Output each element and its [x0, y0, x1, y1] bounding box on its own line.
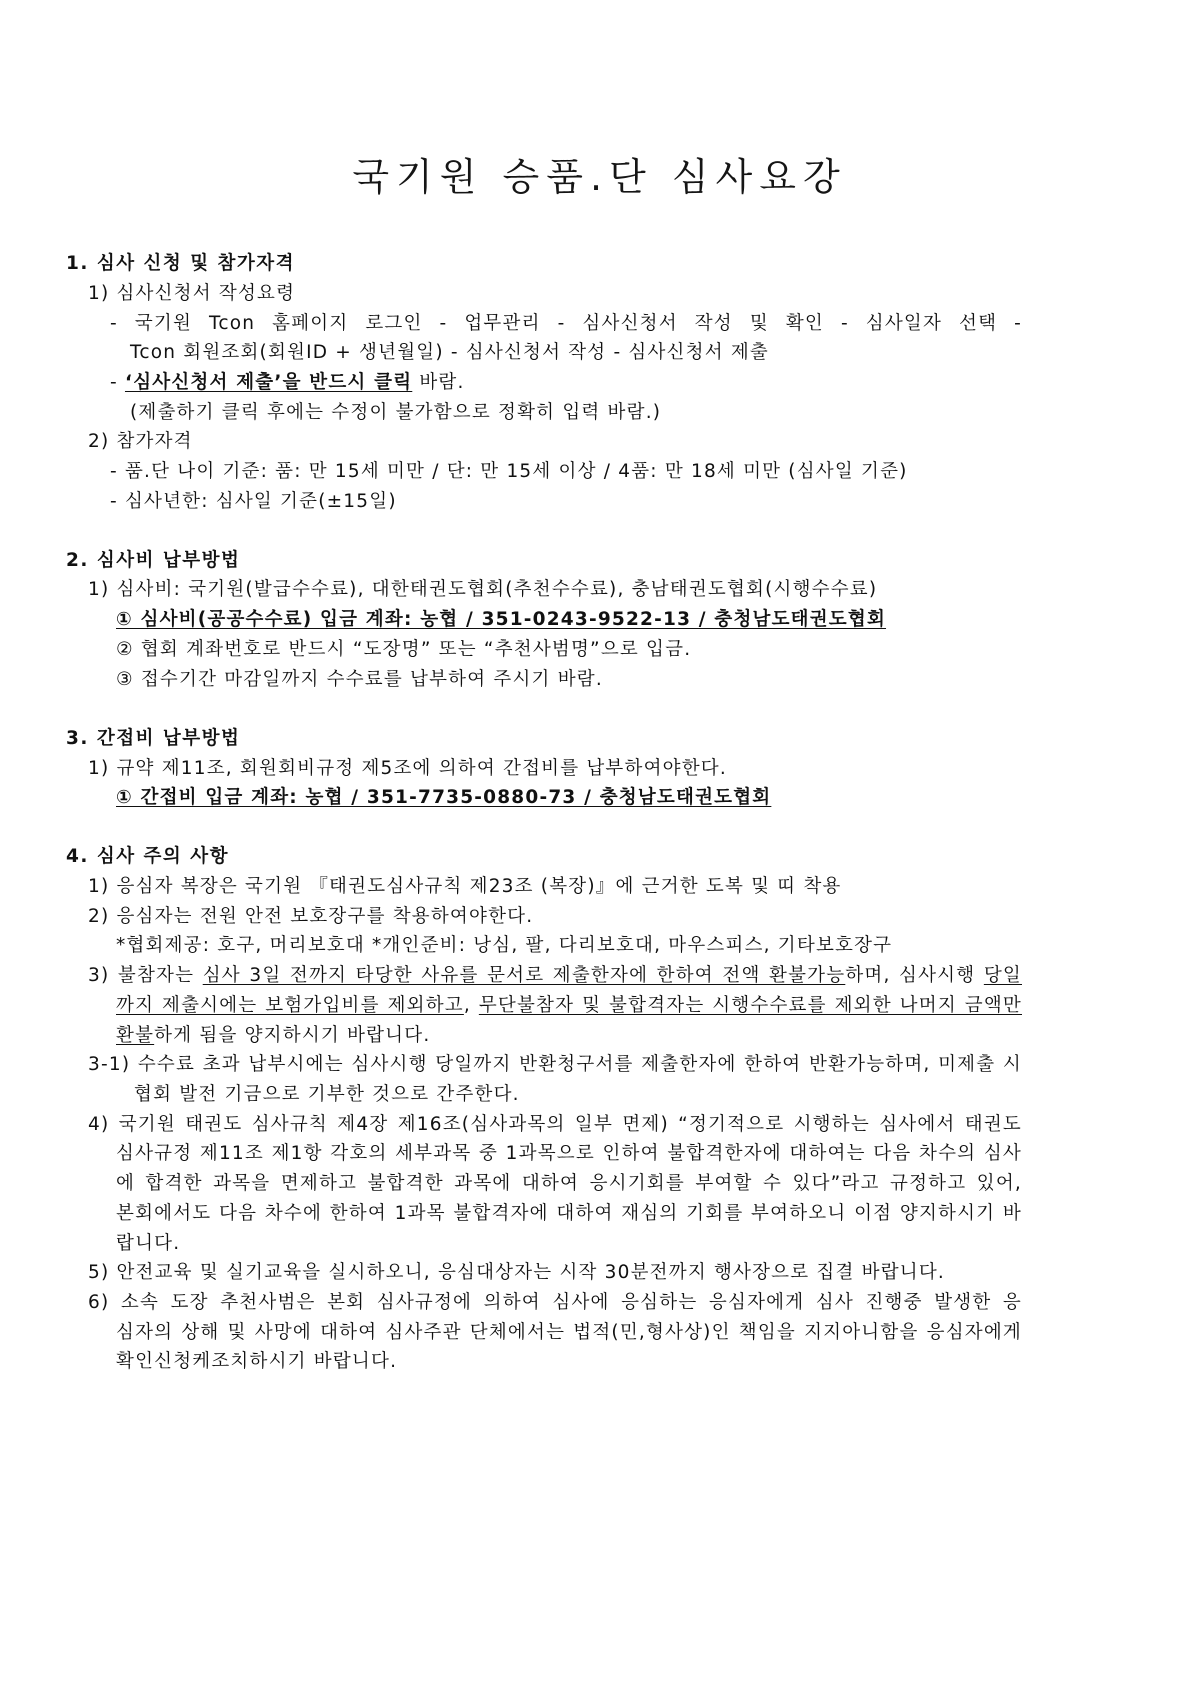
section-4-item-4-line-1: 4) 국기원 태권도 심사규칙 제4장 제16조(심사과목의 일부 면제) “정기적으로 시행하는 심사에서 태권도: [88, 1114, 1022, 1135]
exam-fee-account: ① 심사비(공공수수료) 입금 계좌: 농협 / 351-0243-9522-13 / 충청남도태권도협회: [116, 609, 887, 630]
section-4-item-1: 1) 응심자 복장은 국기원 『태권도심사규칙 제23조 (복장)』에 근거한 도복 및 띠 착용: [88, 876, 842, 897]
section-4-item-3-1-line-1: 3-1) 수수료 초과 납부시에는 심사시행 당일까지 반환청구서를 제출한자에 한하여 반환가능하며, 미제출 시: [88, 1054, 1022, 1075]
section-1-line-2: Tcon 회원조회(회원ID + 생년월일) - 심사신청서 작성 - 심사신청서 제출: [130, 342, 769, 363]
section-3-line-1: 1) 규약 제11조, 회원회비규정 제5조에 의하여 간접비를 납부하여야한다.: [88, 758, 727, 779]
section-1-sub-1: 1) 심사신청서 작성요령: [88, 283, 296, 304]
section-4-item-3-line-1: 3) 불참자는 심사 3일 전까지 타당한 사유를 문서로 제출한자에 한하여 전액 환불가능하며, 심사시행 당일: [88, 965, 1022, 986]
section-4-item-6-line-2: 심자의 상해 및 사망에 대하여 심사주관 단체에서는 법적(민,형사상)인 책임을 지지아니함을 응심자에게: [116, 1322, 1022, 1343]
section-4-item-2-gear: *협회제공: 호구, 머리보호대 *개인준비: 낭심, 팔, 다리보호대, 마우스피스, 기타보호장구: [116, 935, 893, 956]
section-4-item-4-line-5: 랍니다.: [116, 1233, 181, 1254]
section-1-line-4: (제출하기 클릭 후에는 수정이 불가함으로 정확히 입력 바람.): [130, 402, 662, 423]
section-2-line-3: ② 협회 계좌번호로 반드시 “도장명” 또는 “추천사범명”으로 입금.: [116, 639, 692, 660]
section-2-line-4: ③ 접수기간 마감일까지 수수료를 납부하여 주시기 바람.: [116, 669, 603, 690]
section-4-item-4-line-2: 심사규정 제11조 제1항 각호의 세부과목 중 1과목으로 인하여 불합격한자에 대하여는 다음 차수의 심사: [116, 1143, 1022, 1164]
section-4-item-4-line-4: 본회에서도 다음 차수에 한하여 1과목 불합격자에 대하여 재심의 기회를 부여하오니 이점 양지하시기 바: [116, 1203, 1022, 1224]
section-1-heading: 1. 심사 신청 및 참가자격: [66, 253, 296, 274]
section-3-line-2: [116, 786, 771, 810]
submit-emphasis: ‘심사신청서 제출’을 반드시 클릭: [124, 372, 413, 393]
document-title: 국기원 승품.단 심사요강: [352, 155, 847, 199]
section-4-item-6-line-3: 확인신청케조치하시기 바랍니다.: [116, 1351, 398, 1372]
section-2-line-2: [116, 608, 886, 632]
section-1-line-5: - 품.단 나이 기준: 품: 만 15세 미만 / 단: 만 15세 이상 / 4품: 만 18세 미만 (심사일 기준): [110, 461, 908, 482]
section-4-item-3-line-2: 까지 제출시에는 보험가입비를 제외하고, 무단불참자 및 불합격자는 시행수수료를 제외한 나머지 금액만: [116, 995, 1022, 1016]
section-1-sub-2: 2) 참가자격: [88, 431, 193, 452]
section-4-item-4-line-3: 에 합격한 과목을 면제하고 불합격한 과목에 대하여 응시기회를 부여할 수 있다”라고 규정하고 있어,: [116, 1173, 1022, 1194]
indirect-fee-account: ① 간접비 입금 계좌: 농협 / 351-7735-0880-73 / 충청남도태권도협회: [116, 787, 772, 808]
section-1-line-6: - 심사년한: 심사일 기준(±15일): [110, 491, 397, 512]
section-1-line-1: - 국기원 Tcon 홈페이지 로그인 - 업무관리 - 심사신청서 작성 및 확인 - 심사일자 선택 -: [110, 313, 1022, 334]
section-4-item-2: 2) 응심자는 전원 안전 보호장구를 착용하여야한다.: [88, 906, 534, 927]
section-4-heading: 4. 심사 주의 사항: [66, 846, 229, 867]
section-2-heading: 2. 심사비 납부방법: [66, 550, 241, 571]
section-1-line-3: - ‘심사신청서 제출’을 반드시 클릭 바람.: [110, 372, 465, 393]
section-2-line-1: 1) 심사비: 국기원(발급수수료), 대한태권도협회(추천수수료), 충남태권도협회(시행수수료): [88, 579, 878, 600]
section-4-item-6-line-1: 6) 소속 도장 추천사범은 본회 심사규정에 의하여 심사에 응심하는 응심자에게 심사 진행중 발생한 응: [88, 1292, 1022, 1313]
section-3-heading: 3. 간접비 납부방법: [66, 728, 241, 749]
section-4-item-5: 5) 안전교육 및 실기교육을 실시하오니, 응심대상자는 시작 30분전까지 행사장으로 집결 바랍니다.: [88, 1262, 945, 1283]
section-4-item-3-line-3: 환불하게 됨을 양지하시기 바랍니다.: [116, 1025, 431, 1046]
section-4-item-3-1-line-2: 협회 발전 기금으로 기부한 것으로 간주한다.: [134, 1084, 520, 1105]
